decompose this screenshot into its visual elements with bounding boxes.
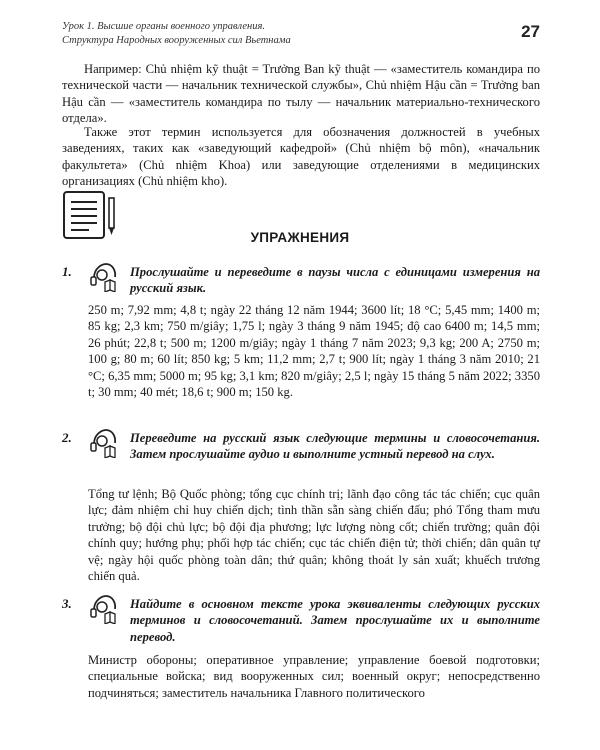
section-title-exercises: УПРАЖНЕНИЯ (250, 230, 350, 245)
exercise-2-instruction: Переведите на русский язык следующие термины и словосочетания. Затем прослушайте аудио и выполните устный перевод на слух. (130, 431, 540, 462)
header-line-lesson: Урок 1. Высшие органы военного управления. (62, 21, 266, 32)
exercise-3-instruction: Найдите в основном тексте урока эквиваленты следующих русских терминов и словосочетаний. Затем прослушайте их и выполните перевод. (130, 597, 540, 644)
exercise-3-number: 3. (62, 596, 72, 611)
headphones-book-icon (88, 262, 122, 297)
running-header (62, 20, 542, 48)
exercise-2-number: 2. (62, 430, 72, 445)
headphones-book-icon (88, 594, 122, 629)
exercise-3-body: Министр обороны; оперативное управление; управление боевой подготовки; специальные войска; вид вооруженных сил; военный округ; непосредственно подчиняться; заместитель начальника Главного политического (88, 653, 540, 700)
exercise-1-number: 1. (62, 264, 72, 279)
header-line-topic: Структура Народных вооруженных сил Вьетнама (62, 35, 291, 46)
exercise-1-body: 250 m; 7,92 mm; 4,8 t; ngày 22 tháng 12 năm 1944; 3600 lít; 18 °C; 5,45 mm; 1400 m; 85 kg; 2,3 km; 750 m/giây; 1,75 l; ngày 3 tháng 9 năm 1945; độ cao 6400 m; 14,5 mm; 26 phút; 22,8 t; 500 m; 1200 m/giây; ngày 1 tháng 7 năm 2023; 9,3 kg; 200 A; 2750 m; 100 g; 80 m; 60 lít; 850 kg; 5 km; 11,2 mm; 2,7 t; 900 lít; ngày 1 tháng 3 năm 2010; 21 °C; 6,35 mm; 5000 m; 95 kg; 3,1 km; 820 m/giây; 2,5 l; ngày 15 tháng 5 năm 2022; 3350 t; 30 mm; 40 mét; 18,6 t; 900 m; 150 kg. (88, 303, 540, 400)
paragraph-usage: Также этот термин используется для обозначения должностей в учебных заведениях, таких как «заведующий кафедрой» (Chủ nhiệm bộ môn), «начальник факультета» (Chủ nhiệm Khoa) или заведующие отделениями в медицинских организациях (Chủ nhiệm kho). (62, 125, 540, 189)
headphones-book-icon (88, 428, 122, 463)
paragraph-example: Например: Chủ nhiệm kỹ thuật = Trưởng Ban kỹ thuật — «заместитель командира по технической части — начальник технической службы», Chủ nhiệm Hậu cần = Trưởng ban Hậu cần — «заместитель командира по тылу — начальник материально-технического отдела». (62, 62, 540, 126)
exercise-1-instruction: Прослушайте и переведите в паузы числа с единицами измерения на русский язык. (130, 265, 540, 296)
page-number: 27 (521, 22, 540, 41)
exercise-2-body: Tổng tư lệnh; Bộ Quốc phòng; tổng cục chính trị; lãnh đạo công tác tác chiến; cục quân lực; đảm nhiệm chỉ huy chiến dịch; tình thần sẵn sàng chiến đấu; phó Tổng tham mưu trưởng; bộ đội chủ lực; bộ đội địa phương; lực lượng nòng cốt; chiến trường; quân đội chính quy; hướng phụ; phối hợp tác chiến; cục tác chiến điện tử; thời chiến; dân quân tự vệ; ngày hội quốc phòng toàn dân; thứ quân; không thoát ly sản xuất; khuếch trương chiến quả. (88, 487, 540, 584)
